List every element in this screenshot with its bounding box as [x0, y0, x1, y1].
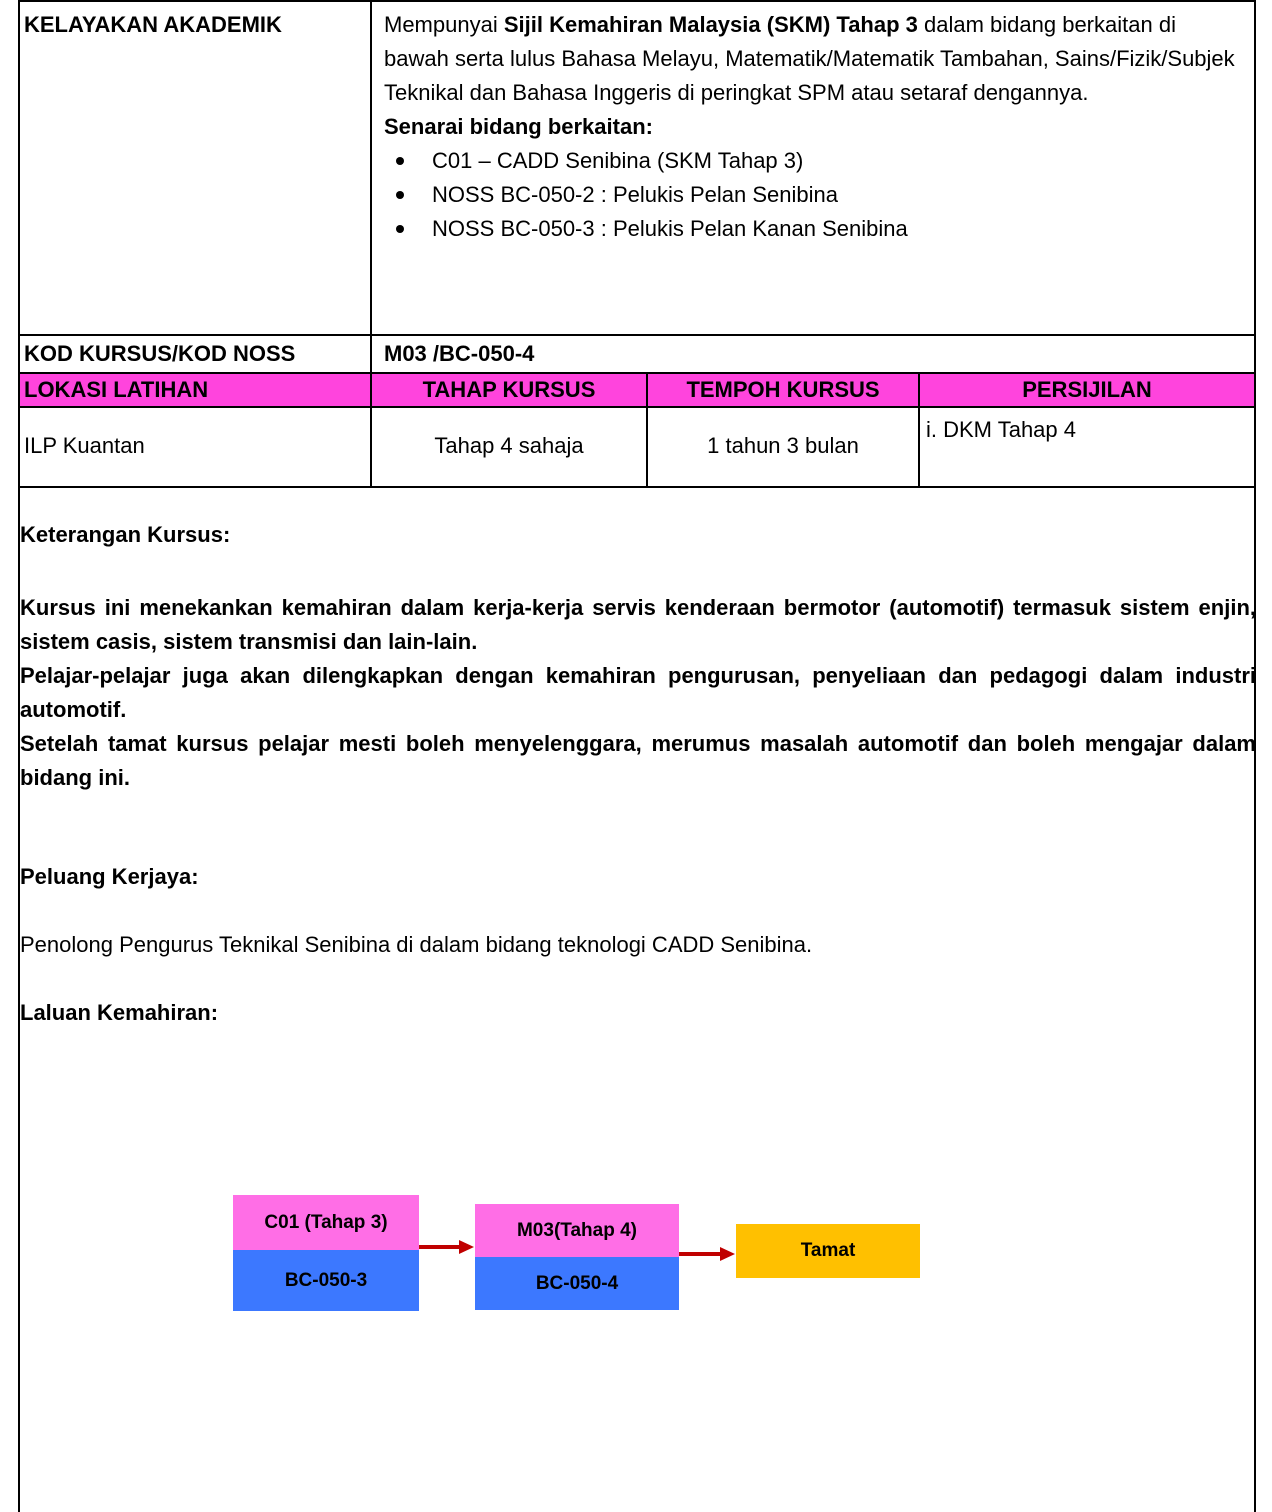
- header-persijilan: PERSIJILAN: [1022, 377, 1152, 402]
- keterangan-paragraph: Kursus ini menekankan kemahiran dalam kerja-kerja servis kenderaan bermotor (automotif) termasuk sistem enjin, sistem casis, sistem transmisi dan lain-lain.: [20, 595, 1256, 654]
- kod-value: M03 /BC-050-4: [384, 341, 535, 366]
- list-item: NOSS BC-050-2 : Pelukis Pelan Senibina: [384, 178, 1246, 212]
- header-tahap: TAHAP KURSUS: [422, 377, 596, 402]
- keterangan-paragraph: Pelajar-pelajar juga akan dilengkapkan dengan kemahiran pengurusan, penyeliaan dan pedagogi dalam industri automotif.: [20, 663, 1256, 722]
- node-m03-top: M03(Tahap 4): [475, 1204, 679, 1257]
- kelayakan-label: KELAYAKAN AKADEMIK: [24, 12, 282, 37]
- tempoh-value: 1 tahun 3 bulan: [707, 433, 859, 458]
- node-tamat: Tamat: [736, 1224, 920, 1278]
- header-lokasi: LOKASI LATIHAN: [24, 377, 209, 402]
- peluang-heading: Peluang Kerjaya:: [20, 864, 199, 889]
- tahap-value: Tahap 4 sahaja: [434, 433, 584, 458]
- lokasi-value: ILP Kuantan: [24, 433, 145, 458]
- list-item: C01 – CADD Senibina (SKM Tahap 3): [384, 144, 1246, 178]
- node-m03-bottom: BC-050-4: [475, 1257, 679, 1310]
- kelayakan-text-post: dalam bidang berkaitan di bawah serta lulus Bahasa Melayu, Matematik/Matematik Tambahan, Sains/Fizik/Subjek Teknikal dan Bahasa Inggeris di peringkat SPM atau setaraf dengannya.: [384, 12, 1235, 105]
- node-c01-top: C01 (Tahap 3): [233, 1195, 419, 1250]
- header-tempoh: TEMPOH KURSUS: [686, 377, 880, 402]
- kelayakan-text-bold: Sijil Kemahiran Malaysia (SKM) Tahap 3: [503, 12, 918, 37]
- laluan-heading: Laluan Kemahiran:: [20, 1000, 219, 1025]
- kod-label: KOD KURSUS/KOD NOSS: [24, 341, 296, 366]
- peluang-text: Penolong Pengurus Teknikal Senibina di dalam bidang teknologi CADD Senibina.: [20, 932, 813, 957]
- keterangan-paragraph: Setelah tamat kursus pelajar mesti boleh menyelenggara, merumus masalah automotif dan boleh mengajar dalam bidang ini.: [20, 731, 1256, 790]
- list-item: NOSS BC-050-3 : Pelukis Pelan Kanan Senibina: [384, 212, 1246, 246]
- arrow-2: [679, 1247, 735, 1261]
- kelayakan-text-pre: Mempunyai: [384, 12, 504, 37]
- persijilan-value: i. DKM Tahap 4: [926, 417, 1077, 442]
- arrow-1: [419, 1240, 474, 1254]
- list-heading: Senarai bidang berkaitan:: [384, 114, 653, 139]
- node-c01-bottom: BC-050-3: [233, 1250, 419, 1311]
- keterangan-heading: Keterangan Kursus:: [20, 522, 231, 547]
